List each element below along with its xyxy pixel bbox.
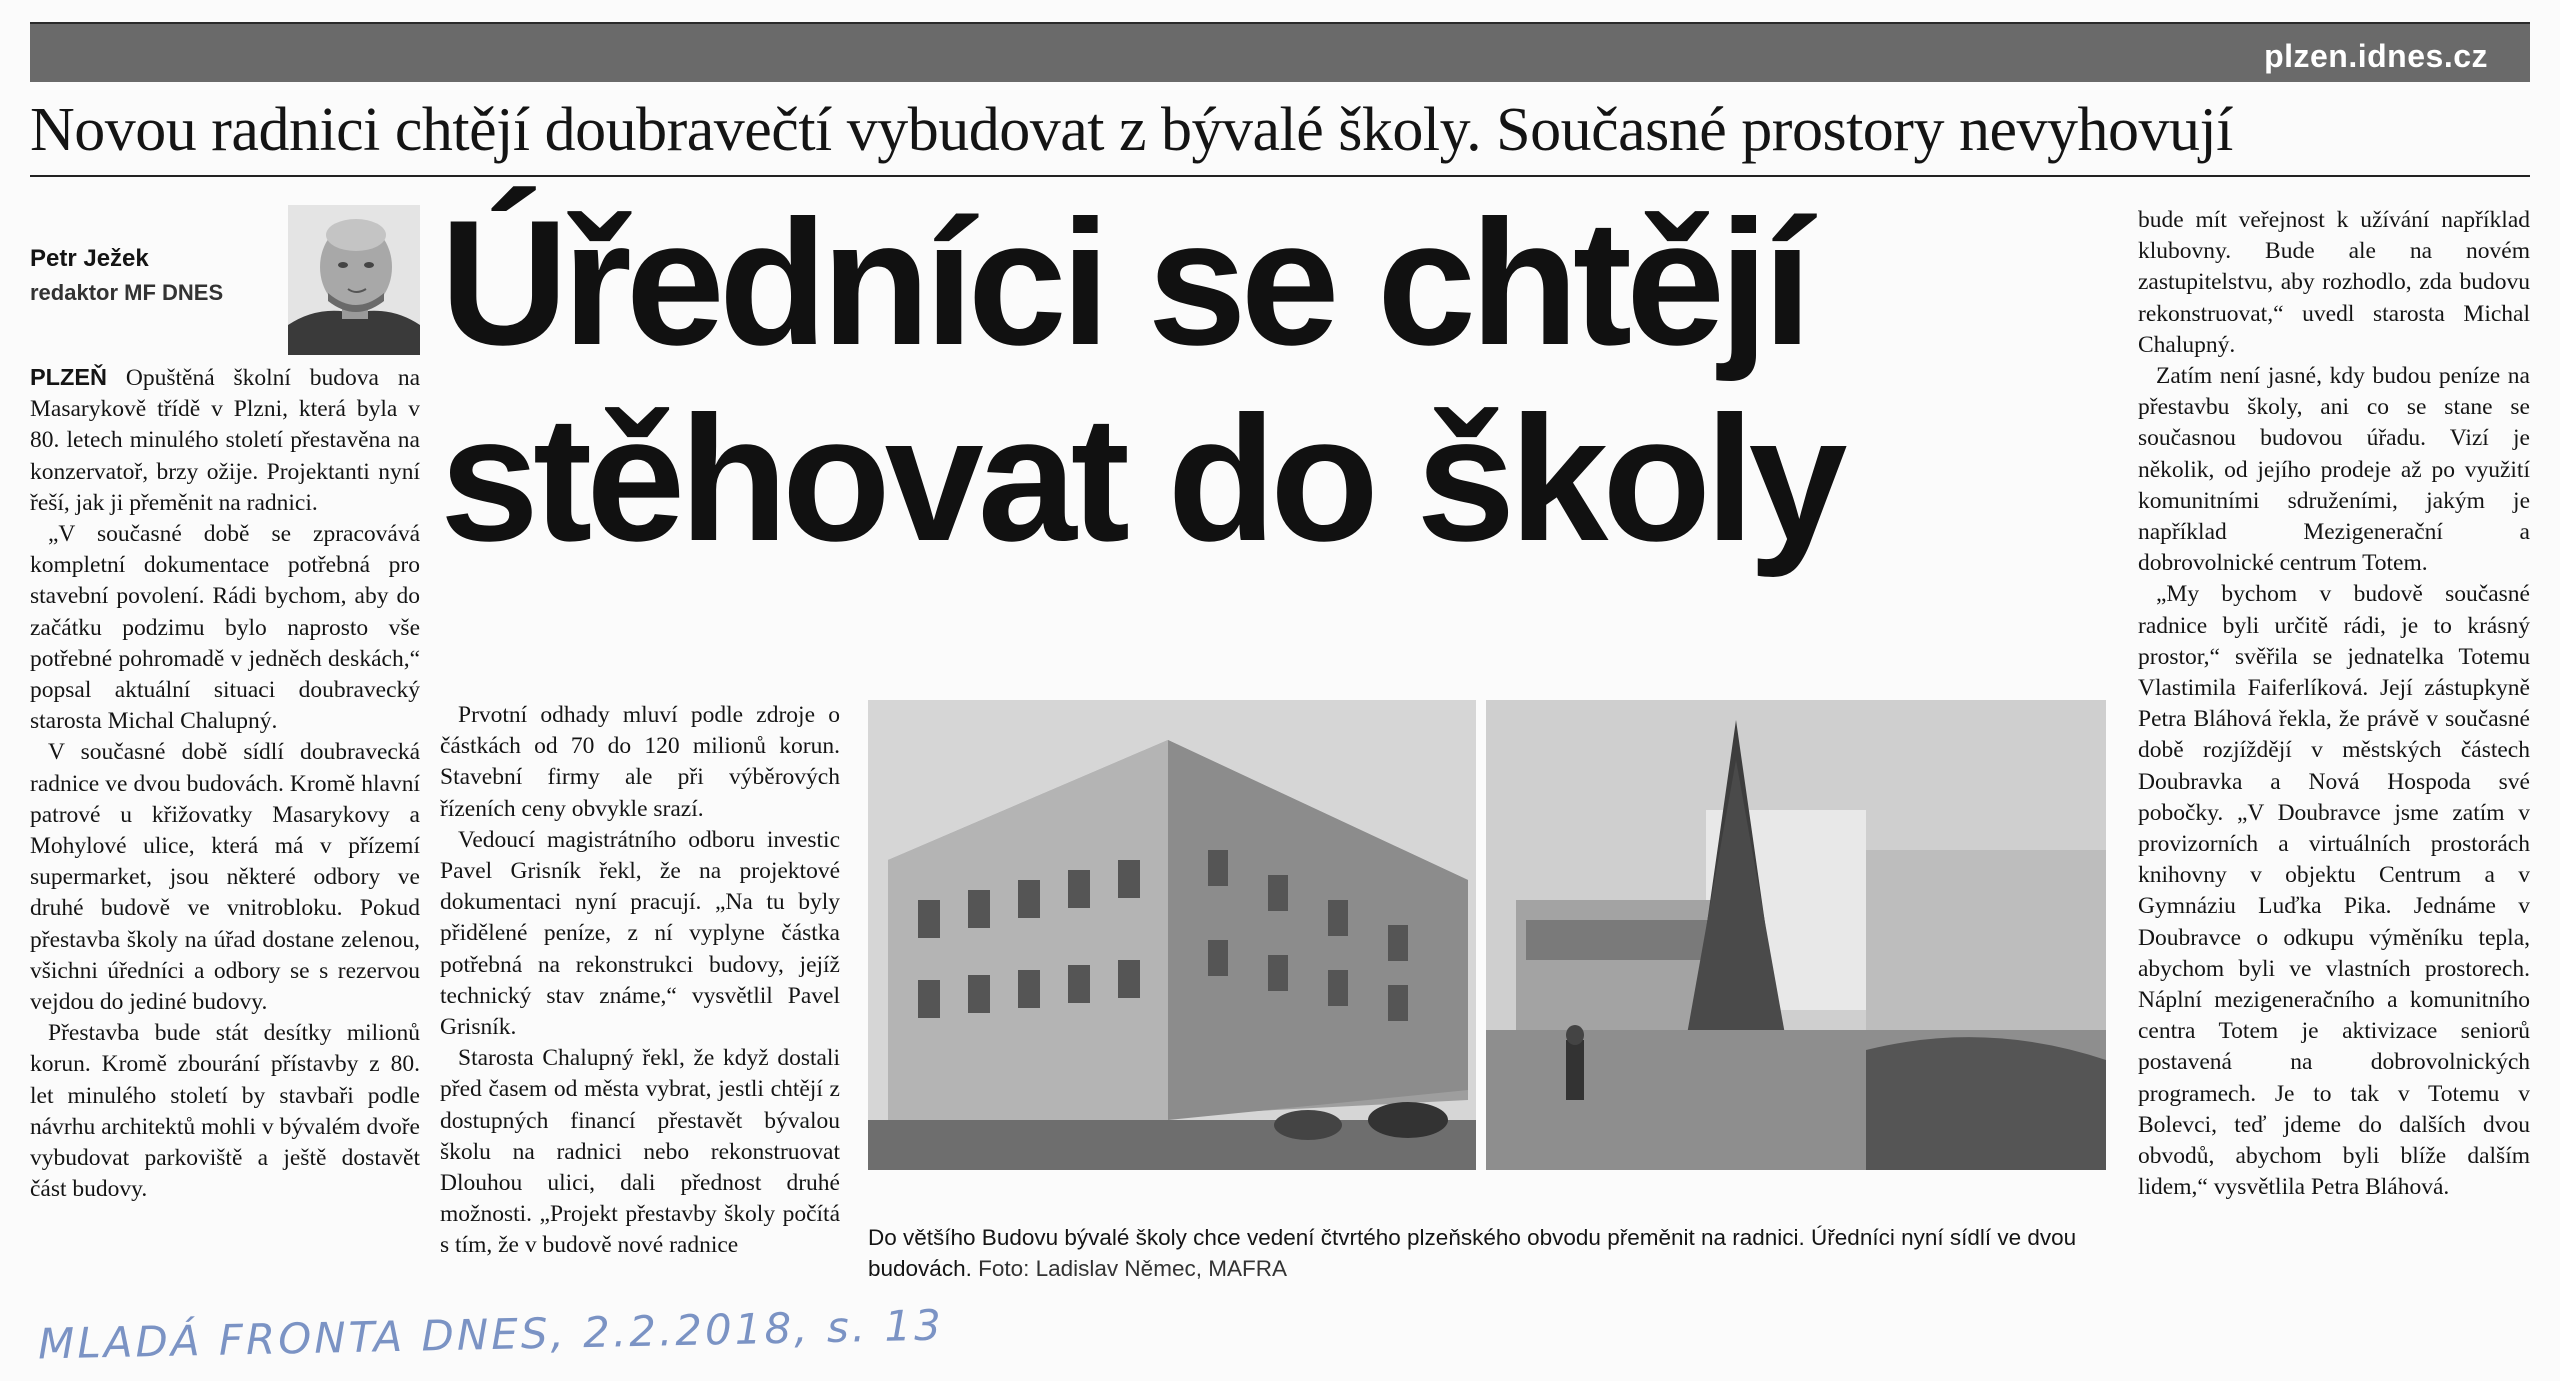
paragraph: Vedoucí magistrátního odboru investic Pavel Grisník řekl, že na projektové dokumentaci nyní pracují. „Na tu byly přidělené peníze, z ní vyplyne částka potřebná na rekonstrukci budovy, jejíž technický stav známe,“ vysvětlil Pavel Grisník. <box>440 826 840 1041</box>
top-banner <box>30 22 2530 82</box>
author-block <box>30 205 420 355</box>
article-column-3 <box>2138 205 2530 1204</box>
photo-modern-building <box>1486 700 2106 1170</box>
article-column-2 <box>440 700 840 1262</box>
divider <box>30 175 2530 177</box>
photo-old-school-building <box>868 700 1476 1170</box>
paragraph: „My bychom v budově současné radnice byli určitě rádi, je to krásný prostor,“ svěřila se jednatelka Totemu Vlastimila Faiferlíková. Její zástupkyně Petra Bláhová řekla, že právě v současné době rozjíždějí v městských částech Doubravka a Nová Hospoda své pobočky. „V Doubravce jsme zatím v provizorních a virtuálních prostorách knihovny v objektu Centrum a v Gymnáziu Luďka Pika. Jednáme v Doubravce o odkupu výměníku tepla, abychom byli ve vlastních prostorech. Náplní mezigeneračního a komunitního centra Totem je aktivizace seniorů postavená na dobrovolnických programech. Je to tak v Totemu v Bolevci, teď jdeme do dalších dvou obvodů, abychom byli blíže dalším lidem,“ vysvětlila Petra Bláhová. <box>2138 581 2530 1201</box>
headline-line-1: Úředníci se chtějí <box>440 183 1806 382</box>
paragraph: Prvotní odhady mluví podle zdroje o částkách od 70 do 120 milionů korun. Stavební firmy ale při výběrových řízeních ceny obvykle srazí. <box>440 702 840 822</box>
kicker-headline: Novou radnici chtějí doubravečtí vybudovat z bývalé školy. Současné prostory nevyhovují <box>30 96 2233 164</box>
dateline: PLZEŇ <box>30 364 108 390</box>
author-photo <box>288 205 420 355</box>
site-url[interactable]: plzen.idnes.cz <box>2264 38 2488 74</box>
article-column-1 <box>30 362 420 1205</box>
paragraph: V současné době sídlí doubravecká radnice ve dvou budovách. Kromě hlavní patrové u křižovatky Masarykovy a Mohylové ulice, která má v přízemí supermarket, jsou některé odbory ve druhé budově ve vnitrobloku. Pokud přestavba školy na úřad dostane zelenou, všichni úředníci a odbory se s rezervou vejdou do jediné budovy. <box>30 739 420 1016</box>
headline-line-2: stěhovat do školy <box>440 379 1842 578</box>
paragraph <box>30 362 420 519</box>
paragraph: Zatím není jasné, kdy budou peníze na přestavbu školy, ani co se stane se současnou budovou úřadu. Vizí je několik, od jejího prodeje až po využití komunitními sdruženími, jakým je například Mezigenerační a dobrovolnické centrum Totem. <box>2138 363 2530 577</box>
paragraph: „V současné době se zpracovává kompletní dokumentace potřebná pro stavební povolení. Rádi bychom, aby do začátku podzimu bylo naprosto vše potřebné pohromadě v jedněch deskách,“ popsal aktuální situaci doubravecký starosta Michal Chalupný. <box>30 521 420 735</box>
paragraph: bude mít veřejnost k užívání například klubovny. Bude ale na novém zastupitelstvu, aby rozhodlo, zda budovu rekonstruovat,“ uvedl starosta Michal Chalupný. <box>2138 207 2530 358</box>
author-name: Petr Ježek <box>30 245 149 272</box>
paragraph: Starosta Chalupný řekl, že když dostali před časem od města vybrat, jestli chtějí z dostupných financí přestavět bývalou školu na radnici nebo rekonstruovat Dlouhou ulici, dali přednost druhé možnosti. „Projekt přestavby školy počítá s tím, že v budově nové radnice <box>440 1045 840 1259</box>
paragraph: Přestavba bude stát desítky milionů korun. Kromě zbourání přístavby z 80. let minulého století by stavbaři podle návrhu architektů mohli v bývalém dvoře vybudovat parkoviště a ještě dostavět část budovy. <box>30 1020 420 1203</box>
author-role: redaktor MF DNES <box>30 280 224 305</box>
paragraph-text: Opuštěná školní budova na Masarykově třídě v Plzni, která byla v 80. letech minulého století přestavěna na konzervatoř, brzy ožije. Projektanti nyní řeší, jak ji přeměnit na radnici. <box>30 365 421 516</box>
caption-text: Do většího Budovu bývalé školy chce vedení čtvrtého plzeňského obvodu přeměnit na radnici. Úředníci nyní sídlí ve dvou budovách. <box>868 1225 2077 1281</box>
caption-credit: Foto: Ladislav Němec, MAFRA <box>978 1256 1287 1281</box>
main-headline <box>440 185 2080 577</box>
article-photos <box>868 700 2106 1170</box>
photo-caption <box>868 1222 2108 1284</box>
handwritten-source-note: MLADÁ FRONTA DNES, 2.2.2018, s. 13 <box>37 1300 945 1369</box>
